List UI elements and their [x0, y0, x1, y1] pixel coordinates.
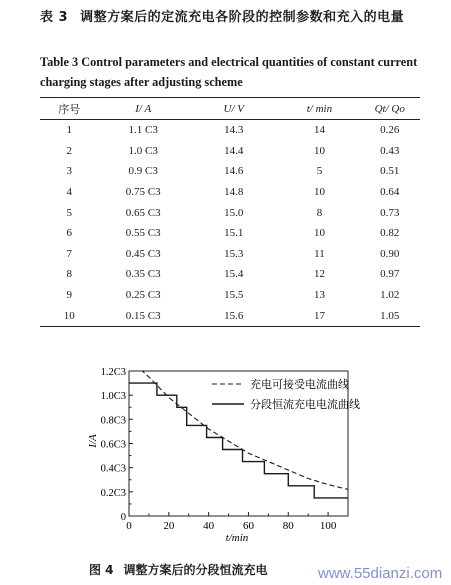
y-tick-label: 1.0C3: [100, 391, 126, 403]
table-cell: 17: [280, 305, 360, 326]
table-cell: 1: [66, 124, 72, 137]
x-tick-labels: [126, 520, 337, 532]
table-cell: 0.15 C3: [98, 305, 188, 326]
table-cell: 0.51: [380, 165, 400, 178]
table-cell: 0.25 C3: [125, 289, 161, 302]
table-row: [40, 141, 420, 162]
y-tick-label: 0.4C3: [100, 463, 126, 475]
table-cell: 14.3: [224, 124, 244, 137]
table-row: [40, 244, 420, 265]
figure-title: 调整方案后的分段恒流充电: [123, 563, 268, 577]
table-cell: 1.1 C3: [128, 124, 158, 137]
current-chart: [0, 356, 451, 561]
table-cell: 10: [313, 227, 325, 240]
table-row: [40, 285, 420, 306]
parameter-table: [40, 97, 420, 327]
x-tick-label: 60: [242, 520, 254, 532]
table-number: 表 3: [40, 10, 69, 25]
table-cell: 12: [313, 268, 325, 281]
table-cell: 8: [66, 268, 72, 281]
y-tick-label: 0.6C3: [100, 439, 126, 451]
table-cell: 0.26: [380, 124, 400, 137]
y-tick-labels: [101, 367, 126, 523]
header-charge-ratio: Qt/ Qo: [359, 98, 420, 120]
x-tick-label: 80: [282, 520, 294, 532]
x-tick-label: 40: [203, 520, 215, 532]
table-cell: 10: [313, 144, 325, 157]
table-cell: 0.55 C3: [125, 227, 161, 240]
table-title-zh: 调整方案后的定流充电各阶段的控制参数和充入的电量: [80, 10, 405, 25]
y-axis-label: I/A: [87, 434, 99, 448]
table-cell: 14: [313, 124, 325, 137]
table-cell: 15.1: [224, 227, 244, 240]
y-tick-label: 0: [120, 512, 126, 523]
table-cell: 13: [313, 289, 325, 302]
table-cell: 15.6: [188, 305, 280, 326]
figure-caption: [89, 561, 268, 578]
header-current: I/ A: [98, 98, 188, 120]
table-cell: 0.90: [380, 247, 400, 260]
plot-border: [129, 371, 348, 516]
table-cell: 0.43: [380, 144, 400, 157]
table-cell: 14.8: [224, 186, 244, 199]
table-cell: 0.82: [380, 227, 400, 240]
x-tick-label: 0: [126, 520, 132, 532]
table-cell: 0.97: [380, 268, 400, 281]
table-row: [40, 182, 420, 203]
table-row: [40, 161, 420, 182]
x-axis-label: t/min: [225, 532, 249, 544]
table-cell: 14.4: [224, 144, 244, 157]
table-cell: 8: [316, 206, 323, 219]
axis-ticks: [129, 371, 328, 516]
table-cell: 15.0: [224, 206, 244, 219]
table-cell: 5: [66, 206, 72, 219]
table-row: [40, 120, 420, 141]
table-cell: 15.4: [224, 268, 244, 281]
header-time: t/ min: [280, 98, 360, 120]
table-cell: 0.9 C3: [128, 165, 158, 178]
table-cell: 9: [66, 289, 72, 302]
table-row: [40, 202, 420, 223]
table-cell: 4: [66, 186, 72, 199]
y-tick-label: 0.2C3: [100, 487, 126, 499]
table-cell: 1.05: [359, 305, 420, 326]
table-cell: 0.35 C3: [125, 268, 161, 281]
table-body: [40, 120, 420, 327]
table-cell: 15.3: [224, 247, 244, 260]
table-cell: 1.0 C3: [128, 144, 158, 157]
figure-number: 图 4: [89, 563, 114, 577]
table-row: [40, 305, 420, 326]
watermark-text: www.55dianzi.com: [318, 565, 443, 582]
table-cell: 0.45 C3: [125, 247, 161, 260]
table-cell: 11: [314, 247, 325, 260]
table-cell: 0.73: [380, 206, 400, 219]
plot-area: [129, 371, 348, 516]
legend-label: 充电可接受电流曲线: [250, 378, 349, 391]
table-caption-zh: [40, 8, 420, 28]
table-caption-en: Table 3 Control parameters and electrical quantities of constant current charging stages after adjusting scheme: [40, 55, 418, 89]
x-tick-label: 20: [163, 520, 175, 532]
table-cell: 1.02: [380, 289, 400, 302]
y-tick-label: 0.8C3: [100, 415, 126, 427]
legend-label: 分段恒流充电电流曲线: [250, 398, 360, 411]
chart-legend: [212, 377, 360, 411]
table-cell: 5: [316, 165, 323, 178]
table-cell: 14.6: [224, 165, 244, 178]
table-cell: 10: [40, 305, 98, 326]
table-row: [40, 264, 420, 285]
table-row: [40, 223, 420, 244]
header-voltage: U/ V: [188, 98, 280, 120]
table-cell: 3: [66, 165, 72, 178]
table-cell: 15.5: [224, 289, 244, 302]
table-cell: 0.75 C3: [125, 186, 161, 199]
y-tick-label: 1.2C3: [100, 367, 126, 378]
table-cell: 2: [66, 144, 72, 157]
table-cell: 0.64: [380, 186, 400, 199]
x-tick-label: 100: [319, 520, 337, 532]
table-header-row: [40, 98, 420, 120]
table-cell: 6: [66, 227, 72, 240]
header-index: 序号: [40, 98, 98, 120]
table-cell: 0.65 C3: [125, 206, 161, 219]
table-cell: 10: [313, 186, 325, 199]
table-cell: 7: [66, 247, 72, 260]
